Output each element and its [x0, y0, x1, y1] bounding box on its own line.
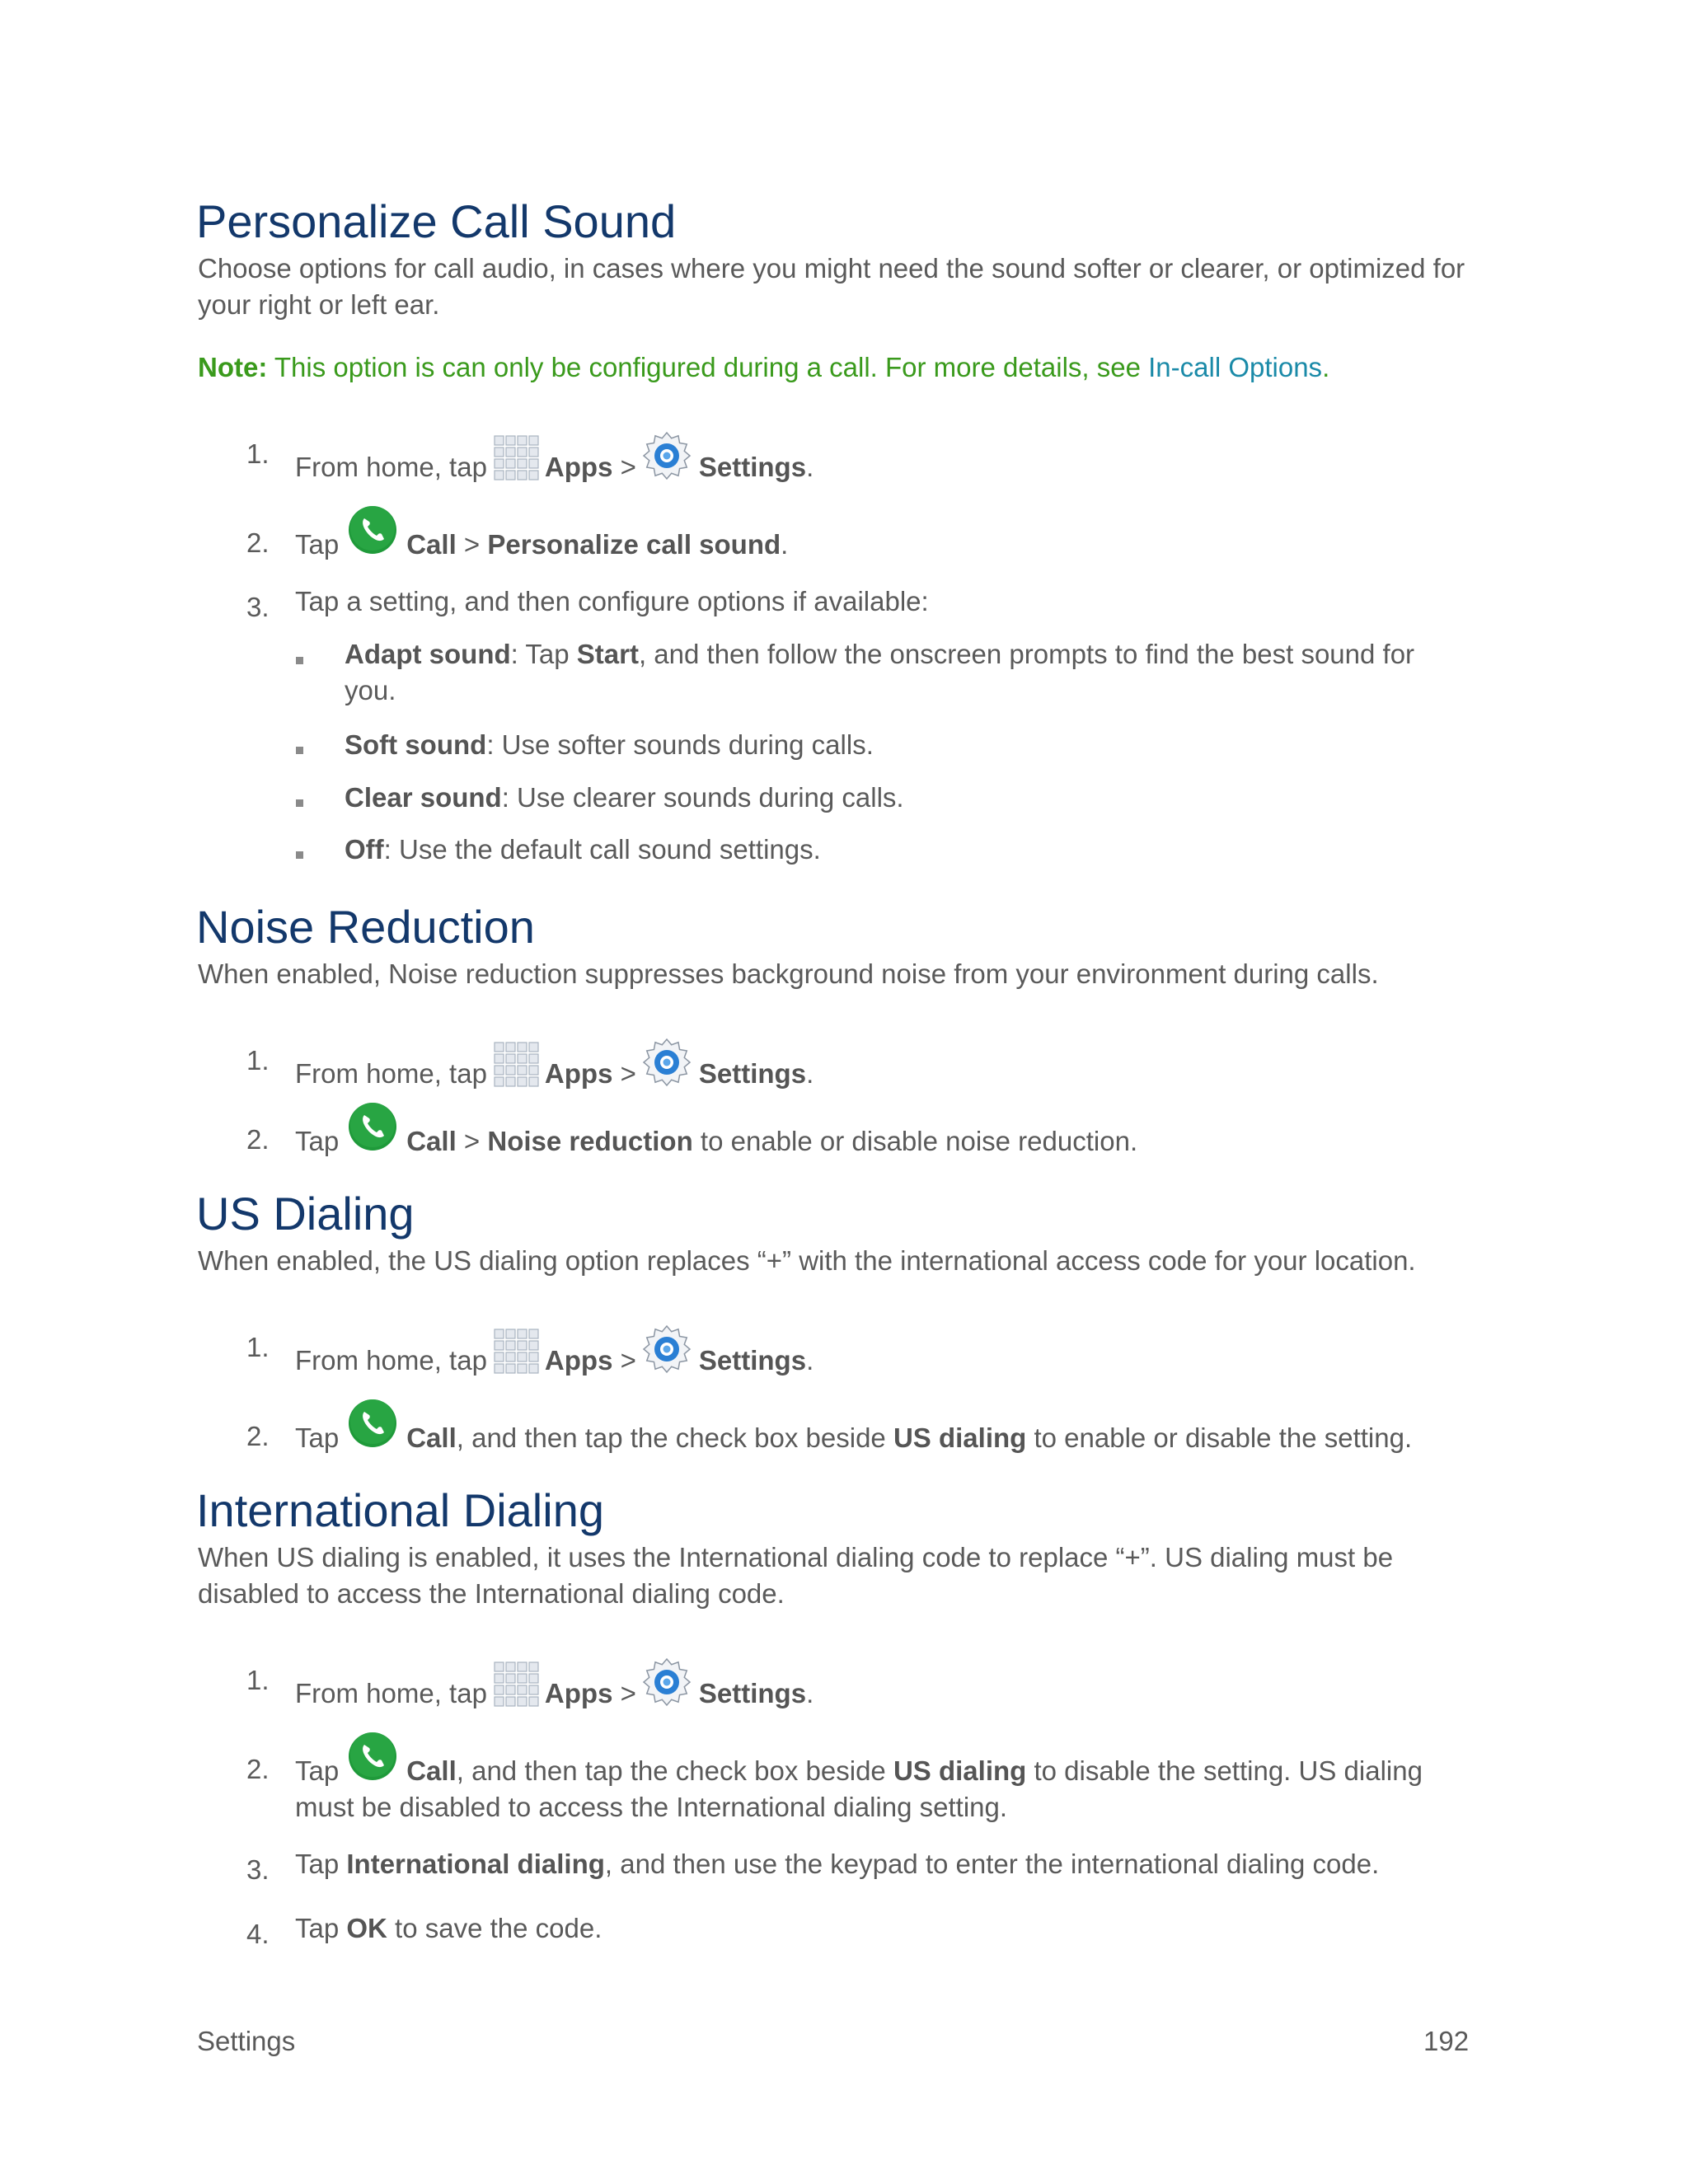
step-end: to enable or disable the setting. [1026, 1422, 1413, 1453]
intro-noise-reduction: When enabled, Noise reduction suppresses background noise from your environment during calls. [198, 958, 1379, 989]
step-number: 2. [246, 1124, 270, 1155]
separator: > [620, 1058, 636, 1089]
step-open-settings [295, 430, 814, 485]
apps-grid-icon [492, 1327, 542, 1376]
step-number: 3. [246, 592, 270, 622]
apps-label: Apps [544, 1678, 613, 1708]
step-text: Tap [295, 1126, 340, 1156]
step-noise-reduction [295, 1101, 1137, 1160]
step-number: 2. [246, 1421, 270, 1451]
bullet-text: : Use clearer sounds during calls. [501, 782, 904, 813]
step-open-settings [295, 1037, 814, 1092]
section-title-us-dialing: US Dialing [196, 1188, 415, 1240]
step-end: to enable or disable noise reduction. [692, 1126, 1138, 1156]
step-save-code [295, 1910, 602, 1947]
step-text: From home, tap [295, 1058, 487, 1089]
bullet-marker [296, 851, 303, 859]
intro-us-dialing: When enabled, the US dialing option replaces “+” with the international access code for your location. [198, 1245, 1416, 1276]
step-number: 2. [246, 527, 270, 558]
noise-reduction-label: Noise reduction [487, 1126, 693, 1156]
apps-label: Apps [544, 1345, 613, 1376]
note-text: This option is can only be configured during a call. For more details, see [267, 352, 1149, 382]
step-us-dialing [295, 1398, 1412, 1456]
step-number: 4. [246, 1919, 270, 1949]
step-number: 1. [246, 438, 270, 469]
step-text: From home, tap [295, 1345, 487, 1376]
step-international-dialing [295, 1846, 1379, 1882]
step-end: to disable the setting. US dialing must be disabled to access the International dialing setting. [295, 1755, 1423, 1822]
settings-label: Settings [698, 452, 807, 482]
step-text: Tap [295, 1755, 340, 1786]
step-number: 1. [246, 1332, 270, 1362]
settings-label: Settings [698, 1345, 807, 1376]
bullet-term: Off [345, 834, 384, 865]
bullet-marker [296, 747, 303, 754]
step-text: From home, tap [295, 452, 487, 482]
in-call-options-link[interactable]: In-call Options [1148, 352, 1323, 382]
start-label: Start [576, 639, 639, 669]
note-label: Note: [198, 352, 268, 382]
bullet-term: Clear sound [345, 782, 502, 813]
step-end: . [806, 1058, 814, 1089]
step-end: . [806, 1678, 814, 1708]
bullet-marker [296, 799, 303, 807]
bullet-off [345, 832, 1449, 868]
apps-label: Apps [544, 452, 613, 482]
step-text: Tap [295, 1913, 347, 1943]
personalize-call-sound-label: Personalize call sound [487, 529, 781, 560]
us-dialing-label: US dialing [893, 1422, 1027, 1453]
note-end: . [1322, 352, 1330, 382]
step-number: 3. [246, 1854, 270, 1885]
step-number: 2. [246, 1754, 270, 1784]
us-dialing-label: US dialing [893, 1755, 1027, 1786]
section-title-noise-reduction: Noise Reduction [196, 901, 535, 953]
international-dialing-label: International dialing [346, 1849, 605, 1879]
step-text: , and then tap the check box beside [456, 1755, 893, 1786]
apps-grid-icon [492, 1040, 542, 1090]
phone-call-icon [347, 504, 398, 555]
settings-gear-icon [641, 1657, 692, 1708]
step-disable-us-dialing [295, 1731, 1482, 1825]
apps-grid-icon [492, 1660, 542, 1709]
bullet-soft-sound [345, 727, 1449, 763]
section-title-personalize: Personalize Call Sound [196, 195, 677, 247]
footer-section-name: Settings [197, 2026, 296, 2056]
step-number: 1. [246, 1045, 270, 1076]
call-label: Call [406, 1755, 457, 1786]
bullet-term: Adapt sound [345, 639, 511, 669]
call-label: Call [406, 1422, 457, 1453]
bullet-clear-sound [345, 780, 1449, 816]
step-end: . [806, 452, 814, 482]
settings-label: Settings [698, 1058, 807, 1089]
step-end: to save the code. [387, 1913, 603, 1943]
intro-personalize: Choose options for call audio, in cases where you might need the sound softer or clearer, or optimized for your right or left ear. [198, 253, 1465, 320]
phone-call-icon [347, 1398, 398, 1449]
step-personalize-call-sound [295, 504, 788, 563]
step-text: Tap [295, 1422, 340, 1453]
bullet-text: : Use softer sounds during calls. [486, 729, 874, 760]
settings-gear-icon [641, 1037, 692, 1088]
settings-label: Settings [698, 1678, 807, 1708]
separator: > [463, 529, 481, 560]
step-text: From home, tap [295, 1678, 487, 1708]
phone-call-icon [347, 1731, 398, 1782]
intro-international-dialing: When US dialing is enabled, it uses the International dialing code to replace “+”. US dialing must be disabled to access the International dialing code. [198, 1542, 1394, 1609]
settings-gear-icon [641, 1324, 692, 1375]
bullet-marker [296, 657, 303, 664]
call-label: Call [406, 529, 457, 560]
step-end: . [806, 1345, 814, 1376]
note-personalize [198, 349, 1484, 386]
separator: > [463, 1126, 481, 1156]
apps-label: Apps [544, 1058, 613, 1089]
footer-page-number: 192 [1423, 2026, 1470, 2056]
step-end: . [781, 529, 789, 560]
step-open-settings [295, 1657, 814, 1712]
bullet-text: : Use the default call sound settings. [383, 834, 821, 865]
bullet-term: Soft sound [345, 729, 487, 760]
ok-label: OK [346, 1913, 387, 1943]
step-open-settings [295, 1324, 814, 1379]
separator: > [620, 1678, 636, 1708]
step-text: , and then tap the check box beside [456, 1422, 893, 1453]
bullet-text: : Tap [510, 639, 577, 669]
step-text: Tap [295, 529, 340, 560]
separator: > [620, 1345, 636, 1376]
bullet-text: , and then follow the onscreen prompts to find the best sound for you. [345, 639, 1415, 705]
step-configure-options: Tap a setting, and then configure options if available: [295, 586, 929, 616]
step-text: Tap [295, 1849, 347, 1879]
step-end: , and then use the keypad to enter the international dialing code. [604, 1849, 1380, 1879]
step-number: 1. [246, 1665, 270, 1695]
settings-gear-icon [641, 430, 692, 481]
apps-grid-icon [492, 434, 542, 483]
section-title-international-dialing: International Dialing [196, 1484, 604, 1536]
separator: > [620, 452, 636, 482]
phone-call-icon [347, 1101, 398, 1152]
call-label: Call [406, 1126, 457, 1156]
bullet-adapt-sound [345, 636, 1449, 709]
